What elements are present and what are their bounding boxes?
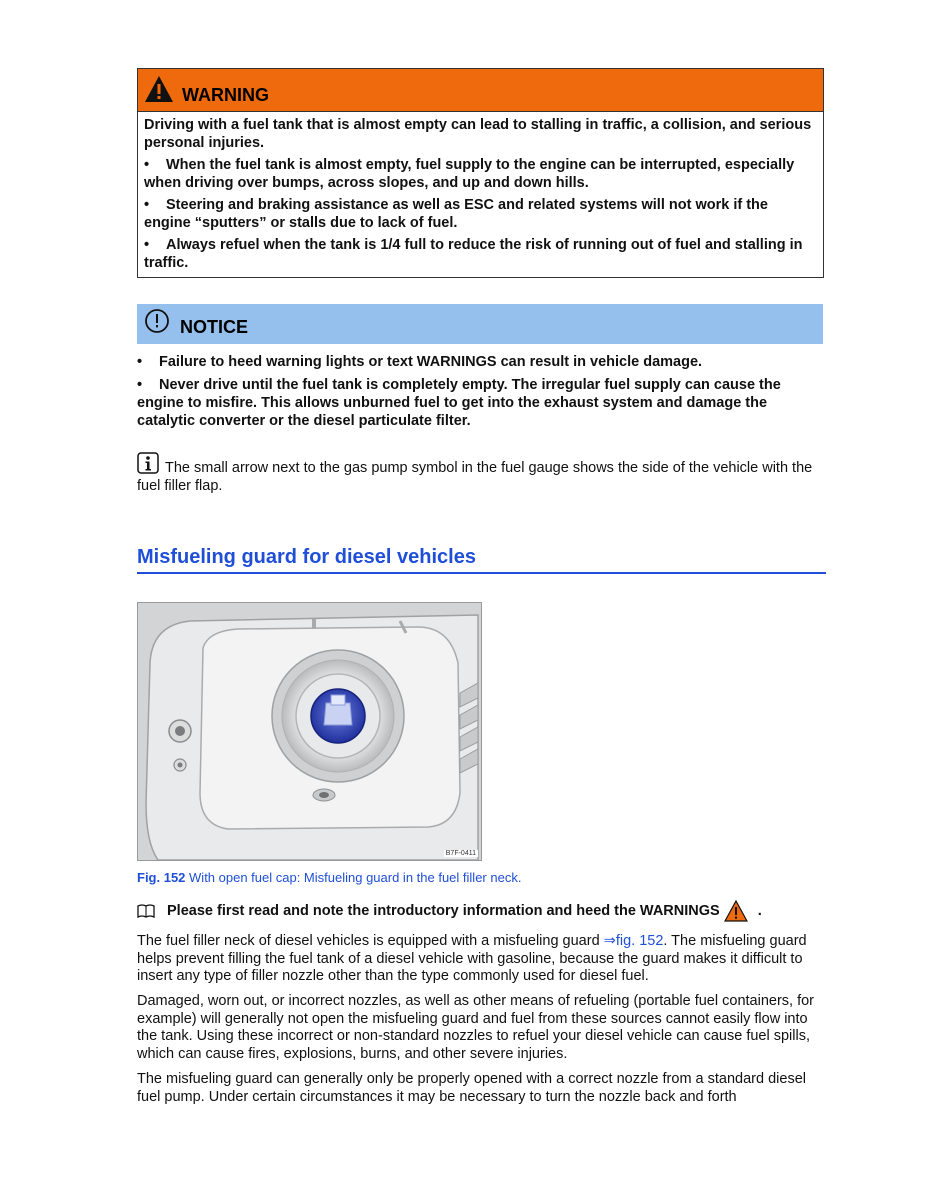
warning-header [138,69,823,112]
figure-caption: Fig. 152 With open fuel cap: Misfueling guard in the fuel filler neck. [137,870,522,885]
bullet-icon: • [144,197,150,213]
section-heading: Misfueling guard for diesel vehicles [137,546,826,574]
notice-bullet: • Failure to heed warning lights or text WARNINGS can result in vehicle damage. [137,354,703,370]
info-icon [137,452,159,474]
notice-bullet: • Never drive until the fuel tank is completely empty. The irregular fuel supply can cause the engine to misfire. This allows unburned fuel to get into the exhaust system and damage the catalytic converter or the diesel particulate filter. [137,377,781,429]
warning-body [138,112,823,277]
warning-triangle-icon [144,75,174,103]
figure-label: Fig. 152 [137,870,186,885]
figure-tag: B7F-0411 [445,850,476,857]
read-note-text: Please first read and note the introductory information and heed the WARNINGS [167,903,720,919]
fuel-filler-illustration [138,603,481,860]
paragraph: The fuel filler neck of diesel vehicles is equipped with a misfueling guard ⇒fig. 152. The misfueling guard helps prevent filling the fuel tank of a diesel vehicle with gasoline, because the guard makes it difficult to insert any type of filler nozzle other than the type commonly used for diesel fuel. [137,933,807,984]
warning-box [137,68,824,278]
tip-text: The small arrow next to the gas pump symbol in the fuel gauge shows the side of the vehicle with the fuel filler flap. [137,460,813,494]
notice-body [137,353,823,435]
warning-bullet: • Always refuel when the tank is 1/4 full to reduce the risk of running out of fuel and stalling in traffic. [144,237,803,271]
read-note-end: . [757,903,762,919]
warning-bullet: • Steering and braking assistance as well as ESC and related systems will not work if the engine “sputters” or stalls due to lack of fuel. [144,197,768,231]
notice-title: NOTICE [180,316,249,337]
fuel-filler-figure [137,602,482,861]
warning-bullet: • When the fuel tank is almost empty, fuel supply to the engine can be interrupted, especially when driving over bumps, across slopes, and up and down hills. [144,157,795,191]
read-first-note [137,900,827,922]
bullet-icon: • [144,237,150,253]
figure-link[interactable]: ⇒fig. 152 [603,933,664,949]
bullet-icon: • [144,157,150,173]
warning-title: WARNING [182,84,269,105]
paragraph: The misfueling guard can generally only be properly opened with a correct nozzle from a standard diesel fuel pump. Under certain circumstances it may be necessary to turn the nozzle back and forth [137,1071,806,1105]
info-tip [137,452,827,495]
bullet-icon: • [137,354,143,370]
notice-exclamation-icon [144,308,170,334]
bullet-icon: • [137,377,143,393]
warning-intro: Driving with a fuel tank that is almost empty can lead to stalling in traffic, a collision, and serious personal injuries. [144,117,812,151]
paragraph: Damaged, worn out, or incorrect nozzles, as well as other means of refueling (portable fuel containers, for example) will generally not open the misfueling guard and fuel from these sources cannot easily flow into the tank. Using these incorrect or non-standard nozzles to refuel your diesel vehicle can cause fuel spills, which can cause fires, explosions, burns, and other severe injuries. [137,993,815,1062]
notice-header [137,304,823,344]
warning-triangle-icon[interactable] [724,900,748,922]
book-icon [137,904,155,918]
